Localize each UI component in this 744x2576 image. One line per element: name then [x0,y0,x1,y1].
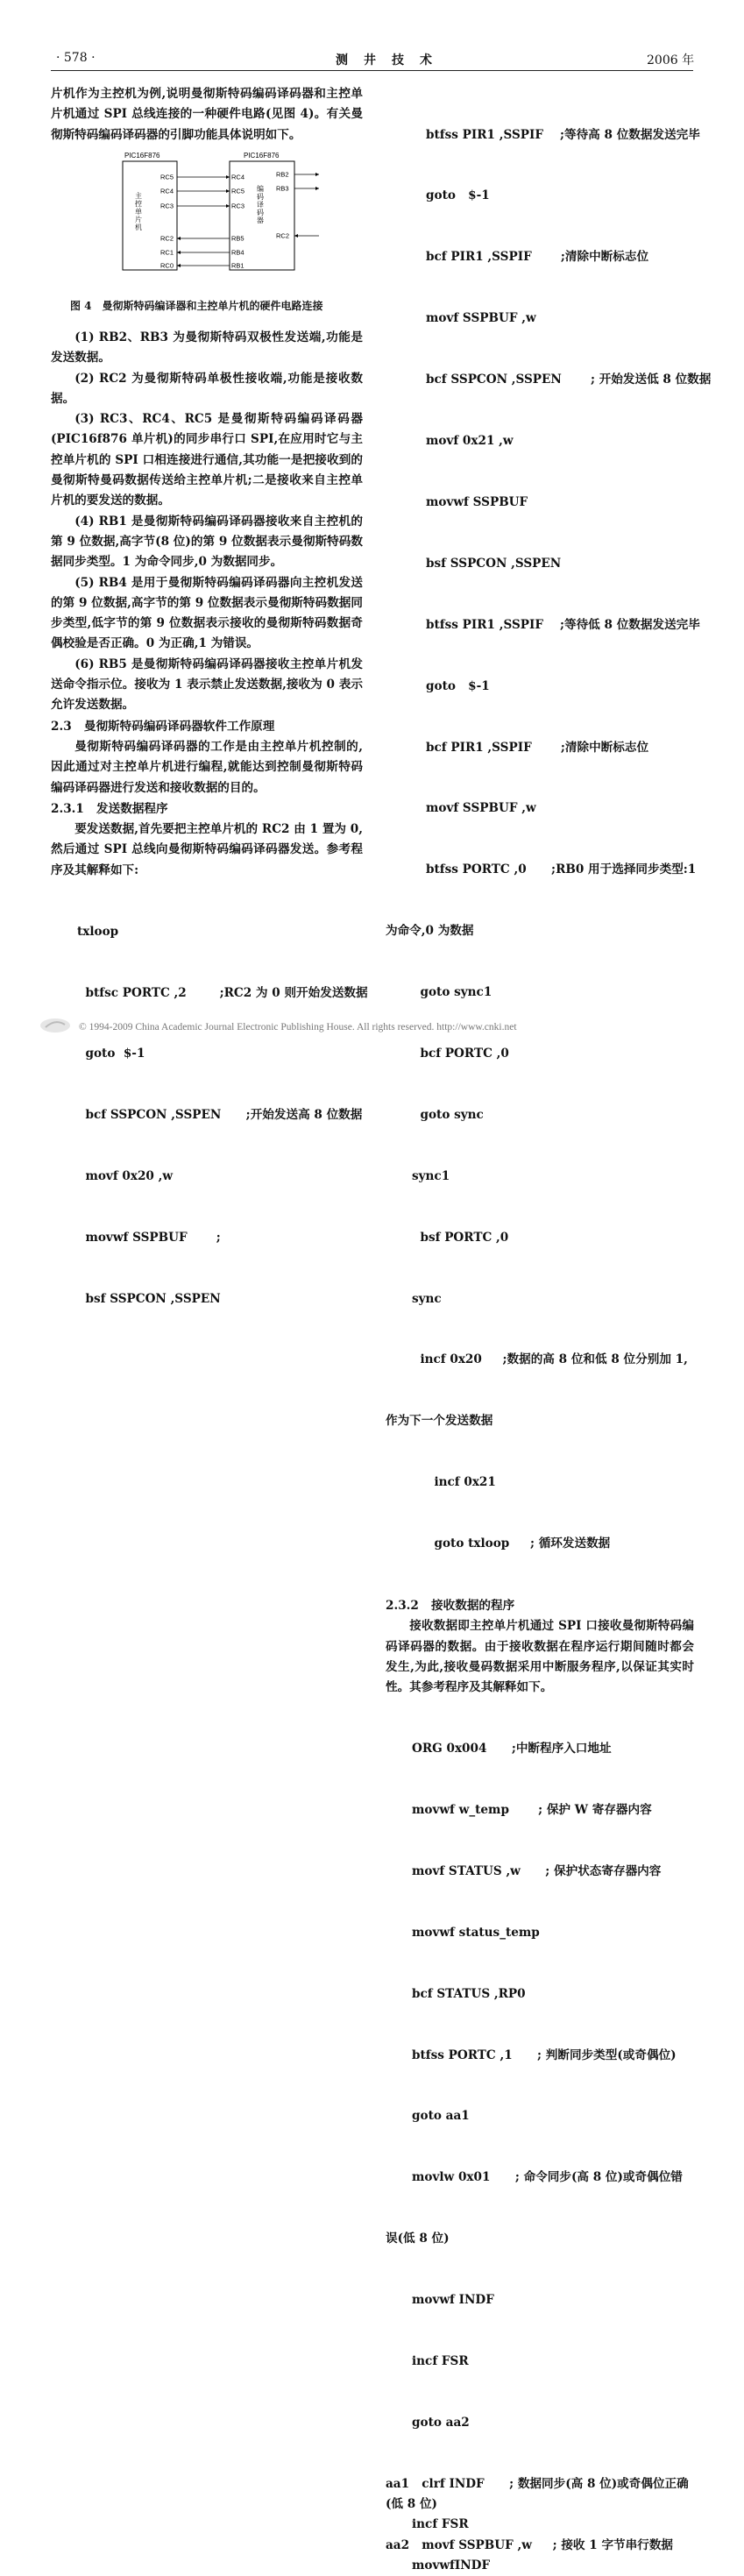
section-2-3-text: 曼彻斯特码编码译码器的工作是由主控单片机控制的,因此通过对主控单片机进行编程,就能达到控制曼彻斯特码编码译码器进行发送和接收数据的目的。 [51,739,363,795]
right-column: btfss PIR1 ,SSPIF ;等待高 8 位数据发送完毕 goto $-1 bcf PIR1 ,SSPIF ;清除中断标志位 movf SSPBUF ,w bcf SSPCON ,SSPEN ; 开始发送低 8 位数据 movf 0x21 ,w movwf SSPBUF bsf SSPCON ,SSPEN btfss PIR1 ,SSPIF ;等待低 8 位数据发送完毕 goto $-1 bcf PIR1 ,SSPIF ;清除中断标志位 movf SSPBUF ,w btfss PORTC ,0 ;RB0 用于选择同步类型:1 为命令,0 为数据 goto sync1 bcf PORTC ,0 goto sync sync1 bsf PORTC ,0 sync incf 0x20 ;数据的高 8 位和低 8 位分别加 1, 作为下一个发送数据 incf 0x21 goto txloop ; 循环发送数据 2.3.2 接收数据的程序 接收数据即主控单片机通过 SPI 口接收曼彻斯特码编码译码器的数据。由于接收数据在程序运行期间随时都会发生,为此,接收曼码数据采用中断服务程序,以保证其实时性。其参考程序及其解释如下。 ORG 0x004 ;中断程序入口地址 movwf w_temp ; 保护 W 寄存器内容 movf STATUS ,w ; 保护状态寄存器内容 movwf status_temp bcf STATUS ,RP0 btfss PORTC ,1 ; 判断同步类型(或奇偶位) goto aa1 movlw 0x01 ; 命令同步(高 8 位)或奇偶位错 误(低 8 位) movwf INDF incf FSR goto aa2 aa1 clrf INDF ; 数据同步(高 8 位)或奇偶位正确 (低 8 位) incf FSR aa2 movf SSPBUF ,w ; 接收 1 字节串行数据 movwfINDF [386,84,694,2576]
left-pin-label: RC5 [160,173,174,181]
left-pins [160,174,174,270]
right-input-pins [231,174,244,270]
right-pin-label: RC4 [231,173,245,181]
left-pin-label: RC1 [160,248,174,257]
right-output-pins [276,171,289,240]
left-pin-label: RC2 [160,234,174,243]
right-output-pin-label: RC2 [276,231,290,240]
left-vertical-char: 单 [135,208,142,216]
right-vertical-char: 器 [257,216,264,224]
output-arrow [315,173,319,176]
left-chip-label: PIC16F876 [124,152,160,160]
left-vertical-char: 控 [135,200,142,208]
send-code-left: txloop btfsc PORTC ,2 ;RC2 为 0 则开始发送数据 goto $-1 bcf SSPCON ,SSPEN ;开始发送高 8 位数据 movf 0x20 ,w movwf SSPBUF ; bsf SSPCON ,SSPEN [77,924,368,1306]
copyright-footer: © 1994-2009 China Academic Journal Electronic Publishing House. All rights reserved. http://www.cnki.net [79,1022,517,1033]
output-arrow [315,187,319,190]
right-vertical-char: 码 [257,193,264,201]
right-pin-label: RC5 [231,187,245,195]
output-arrow [294,234,298,238]
section-2-3-1-heading: 2.3.1 发送数据程序 [51,801,168,816]
pin-desc-6: (6) RB5 是曼彻斯特码编码译码器接收主控单片机发送命令指示位。接收为 1 表示禁止发送数据,接收为 0 表示允许发送数据。 [51,656,363,713]
wire-arrow [226,204,230,208]
pin-desc-1: (1) RB2、RB3 为曼彻斯特码双极性发送端,功能是发送数据。 [51,330,363,365]
left-pin-label: RC3 [160,202,174,210]
pin-desc-2: (2) RC2 为曼彻斯特码单极性接收端,功能是接收数据。 [51,371,363,406]
sync-code: goto sync1 bcf PORTC ,0 goto sync sync1 bsf PORTC ,0 sync incf 0x20 ;数据的高 8 位和低 8 位分别加 1, [412,985,688,1367]
wires [177,170,319,267]
left-pin-label: RC0 [160,261,174,270]
left-pin-label: RC4 [160,187,174,195]
send-code-right: btfss PIR1 ,SSPIF ;等待高 8 位数据发送完毕 goto $-1 bcf PIR1 ,SSPIF ;清除中断标志位 movf SSPBUF ,w bcf SSPCON ,SSPEN ; 开始发送低 8 位数据 movf 0x21 ,w movwf SSPBUF bsf SSPCON ,SSPEN btfss PIR1 ,SSPIF ;等待低 8 位数据发送完毕 goto $-1 bcf PIR1 ,SSPIF ;清除中断标志位 movf SSPBUF ,w btfss PORTC ,0 ;RB0 用于选择同步类型:1 [426,127,712,877]
wire-arrow [177,264,181,267]
left-body [51,328,368,1351]
right-vertical-char: 编 [257,185,264,193]
page-number: · 578 · [56,51,96,65]
right-chip-label: PIC16F876 [244,152,280,160]
left-vertical-char: 主 [135,192,142,200]
header-rule [51,70,693,71]
section-2-3-2-heading: 2.3.2 接收数据的程序 [386,1598,515,1613]
receive-code: ORG 0x004 ;中断程序入口地址 movwf w_temp ; 保护 W 寄存器内容 movf STATUS ,w ; 保护状态寄存器内容 movwf status_temp bcf STATUS ,RP0 btfss PORTC ,1 ; 判断同步类型(或奇偶位) goto aa1 movlw 0x01 ; 命令同步(高 8 位)或奇偶位错 [412,1742,683,2185]
right-pin-label: RC3 [231,202,245,210]
right-pin-label: RB1 [231,261,244,270]
journal-title: 测 井 技 术 [336,53,434,67]
year: 2006 年 [647,53,695,67]
section-2-3-heading: 2.3 曼彻斯特码编码译码器软件工作原理 [51,719,275,734]
left-vertical-label [135,191,142,231]
cnki-logo-icon [39,1017,72,1034]
wire-arrow [177,237,181,240]
right-vertical-char: 译 [257,201,264,209]
right-output-pin-label: RB2 [276,170,289,179]
wire-arrow [226,175,230,179]
right-pin-label: RB5 [231,234,244,243]
intro-paragraph: 片机作为主控机为例,说明曼彻斯特码编码译码器和主控单片机通过 SPI 总线连接的一种硬件电路(见图 4)。有关曼彻斯特码编码译码器的引脚功能具体说明如下。 [51,87,363,142]
pin-desc-3: (3) RC3、RC4、RC5 是曼彻斯特码编码译码器(PIC16f876 单片机)的同步串行口 SPI,在应用时它与主控单片机的 SPI 口相连接进行通信,其功能一是把接收到的曼彻斯特曼码数据传送给主控单片机;二是接收来自主控单片机的要发送的数据。 [51,412,363,508]
left-vertical-char: 机 [135,224,142,231]
right-output-pin-label: RB3 [276,184,289,193]
pin-desc-5: (5) RB4 是用于曼彻斯特码编码译码器向主控机发送的第 9 位数据,高字节的第 9 位数据表示曼彻斯特码数据同步类型,低字节的第 9 位数据表示接收的曼彻斯特码数据奇偶校验是否正确。0 为正确,1 为错误。 [51,575,363,651]
left-vertical-char: 片 [135,216,142,224]
wire-arrow [226,189,230,193]
circuit-figure [112,147,322,274]
figure-caption: 图 4 曼彻斯特码编译器和主控单片机的硬件电路连接 [70,300,323,312]
right-pin-label: RB4 [231,248,244,257]
wire-arrow [177,251,181,254]
section-2-3-2-text: 接收数据即主控单片机通过 SPI 口接收曼彻斯特码编码译码器的数据。由于接收数据在程序运行期间随时都会发生,为此,接收曼码数据采用中断服务程序,以保证其实时性。其参考程序及其解释如下。 [386,1619,694,1695]
pin-desc-4: (4) RB1 是曼彻斯特码编码译码器接收来自主控机的第 9 位数据,高字节(8 位)的第 9 位数据表示曼彻斯特码数据同步类型。1 为命令同步,0 为数据同步。 [51,514,363,570]
right-vertical-char: 码 [257,209,264,216]
section-2-3-1-text: 要发送数据,首先要把主控单片机的 RC2 由 1 置为 0,然后通过 SPI 总线向曼彻斯特码编码译码器发送。参考程序及其解释如下: [51,822,363,877]
right-vertical-label [257,184,264,224]
